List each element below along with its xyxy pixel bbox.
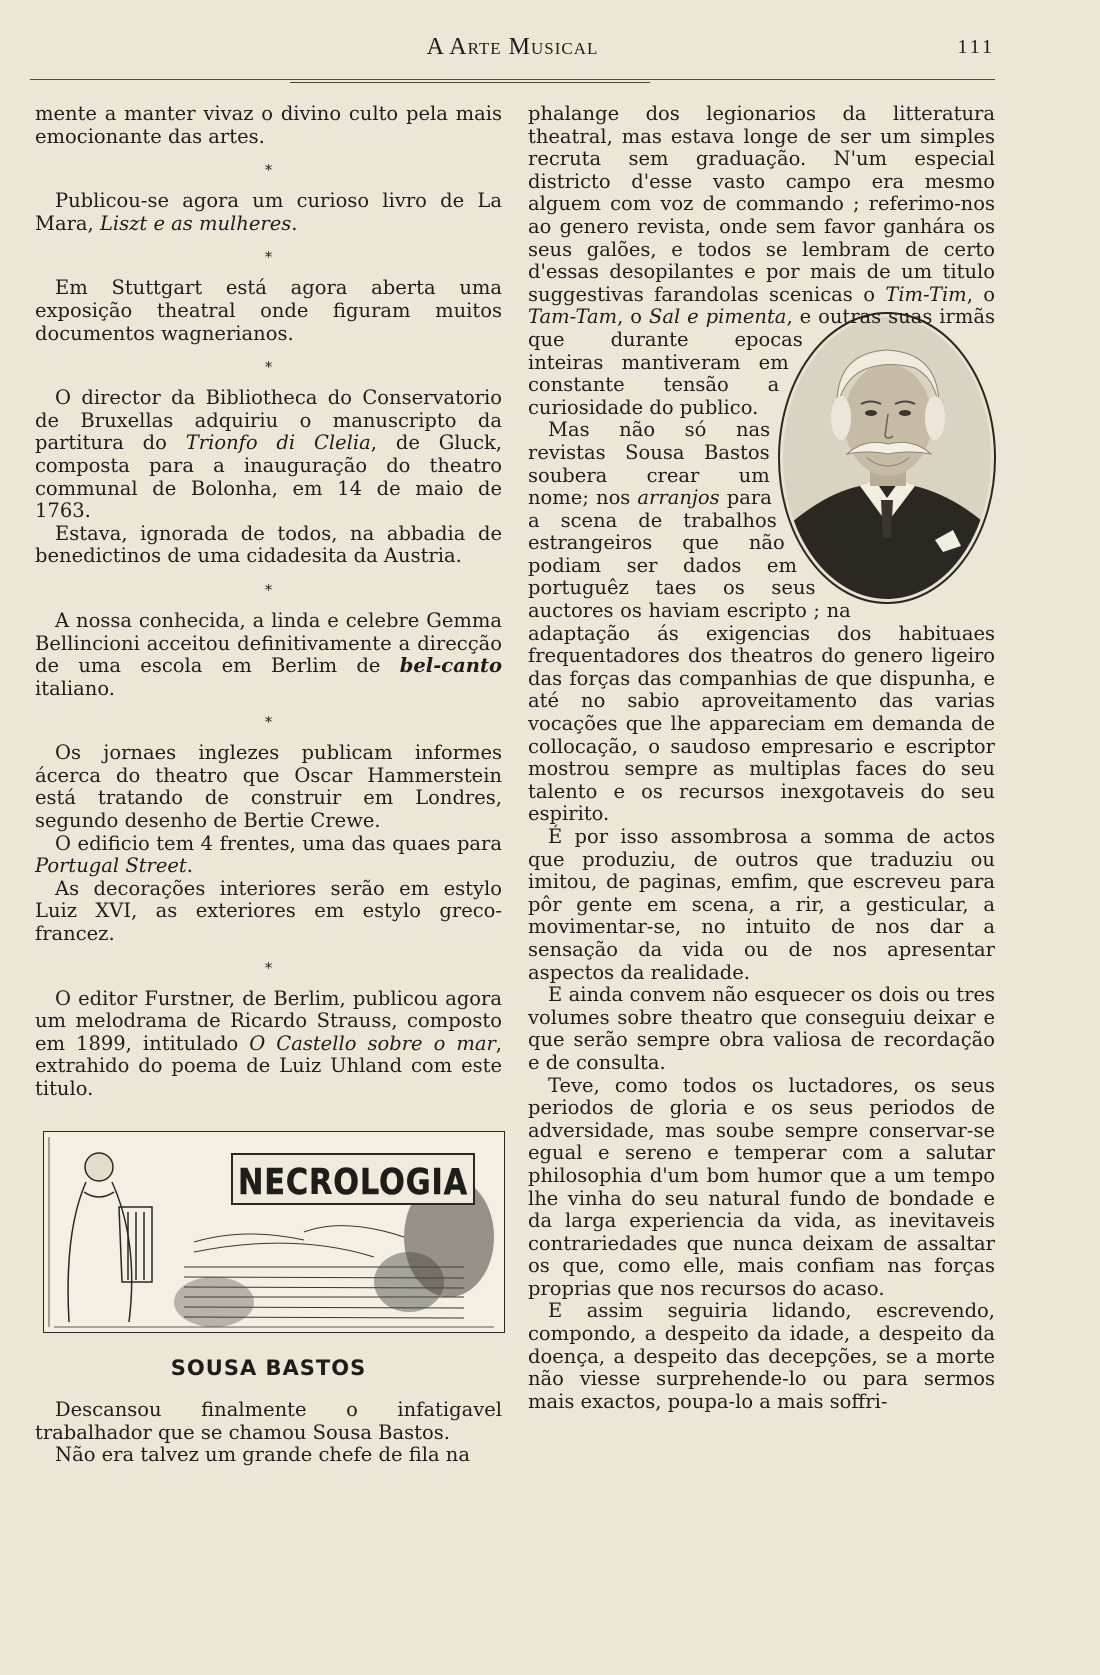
page-number: 111 — [957, 36, 995, 58]
section-separator: * — [264, 958, 273, 977]
opera-title: Trionfo di Clelia — [185, 431, 371, 455]
revue-title-tam-tam: Tam-Tam — [528, 305, 618, 329]
header-rule — [30, 79, 995, 80]
paragraph: O director da Bibliotheca do Conservatorio de Bruxellas adquiriu o manuscripto da partitura do Trionfo di Clelia, de Gluck, composta para a inauguração do theatro communal de Bolonha, em 14 de maio de 1763. — [35, 386, 503, 523]
paragraph: É por isso assombrosa a somma de actos que produziu, de outros que traduziu ou imitou, de paginas, emfim, que escreveu para pôr gente em scena, a rir, a gesticular, a movimentar-se, no intuito de nos dar a sensação da vida ou de nos apresentar aspectos da realidade. — [528, 825, 995, 984]
paragraph: Descansou finalmente o infatigavel trabalhador que se chamou Sousa Bastos. — [35, 1398, 502, 1444]
obituary-heading: SOUSA BASTOS — [170, 1355, 367, 1380]
section-separator: * — [264, 248, 273, 267]
term-arranjos: arranjos — [637, 486, 720, 510]
book-title: Liszt e as mulheres — [99, 211, 292, 235]
paragraph: E ainda convem não esquecer os dois ou tres volumes sobre theatro que conseguiu deixar e que serão sempre obra valiosa de recordação e de consulta. — [528, 983, 995, 1074]
paragraph: phalange dos legionarios da litteratura theatral, mas estava longe de ser um simples recruta sem graduação. N'um especial districto d'esse vasto campo era mesmo alguem com voz de commando ; referimo-nos ao genero revista, onde sem favor ganhára os seus galões, e todos se lembram de certo d'essas desopilantes e por mais de um titulo suggestivas farandolas scenicas o Tim-Tim, o Tam-Tam, o Sal e pimenta, e outras suas irmãs que durante epocas inteiras mantiveram em constante tensão a curiosidade do publico. — [528, 103, 995, 419]
paragraph: E assim seguiria lidando, escrevendo, compondo, a despeito da idade, a despeito da doença, a despeito das decepções, se a morte não viesse surprehende-lo ou para sermos mais exactos, poupa-lo a mais soffri- — [528, 1299, 995, 1413]
sousa-bastos-portrait — [775, 308, 1000, 608]
paragraph: Os jornaes inglezes publicam informes ácerca do theatro que Oscar Hammerstein está tratando de construir em Londres, segundo desenho de Bertie Crewe. — [35, 741, 502, 833]
right-column — [528, 103, 995, 1413]
left-column — [35, 103, 502, 1467]
paragraph: Em Stuttgart está agora aberta uma exposição theatral onde figuram muitos documentos wagnerianos. — [35, 276, 502, 345]
paragraph: O edificio tem 4 frentes, uma das quaes para Portugal Street. — [35, 831, 502, 878]
section-separator: * — [264, 713, 273, 732]
portrait-frame — [775, 308, 1000, 608]
work-title: O Castello sobre o mar — [249, 1031, 496, 1055]
revue-title-sal-e-pimenta: Sal e pimenta — [648, 305, 787, 329]
journal-title: A Arte Musical — [426, 34, 599, 60]
term-bel-canto: bel-canto — [399, 654, 502, 678]
section-separator: * — [264, 358, 273, 377]
header-rule-short — [290, 82, 650, 83]
revue-title-tim-tim: Tim-Tim — [885, 282, 967, 306]
paragraph: As decorações interiores serão em estylo Luiz XVI, as exteriores em estylo greco-francez. — [35, 876, 502, 946]
paragraph: Teve, como todos os luctadores, os seus periodos de gloria e os seus periodos de adversidade, mas soube sempre conservar-se egual e sereno e temperar com a salutar philosophia d'um bom humor que a um tempo lhe vinha do seu natural fundo de bondade e da larga experiencia da vida, as inevitaveis contrariedades que nunca deixam de assaltar os que, como elle, mais confiam nas forças proprias que nos recursos do acaso. — [528, 1073, 995, 1300]
street-name: Portugal Street — [35, 854, 187, 878]
section-separator: * — [264, 580, 273, 599]
paragraph: Estava, ignorada de todos, na abbadia de benedictinos de uma cidadesita da Austria. — [35, 521, 502, 568]
paragraph: mente a manter vivaz o divino culto pela mais emocionante das artes. — [35, 102, 502, 148]
running-head — [30, 34, 995, 68]
paragraph: Não era talvez um grande chefe de fila na — [55, 1443, 470, 1467]
necrologia-banner-illustration — [43, 1131, 505, 1333]
necrologia-banner-title: NECROLOGIA — [238, 1161, 468, 1203]
paragraph: A nossa conhecida, a linda e celebre Gemma Bellincioni acceitou definitivamente a direcção de uma escola em Berlim de bel-canto italiano. — [35, 608, 502, 700]
paragraph: O editor Furstner, de Berlim, publicou agora um melodrama de Ricardo Strauss, composto em 1899, intitulado O Castello sobre o mar, extrahido do poema de Luiz Uhland com este titulo. — [35, 986, 502, 1100]
paragraph: Mas não só nas revistas Sousa Bastos soubera crear um nome; nos arranjos para a scena de trabalhos estrangeiros que não podiam ser dados em portuguêz taes os seus auctores os haviam escripto ; na adaptação ás exigencias dos habituaes frequentadores dos theatros do genero ligeiro das forças das companhias de que dispunha, e até no sabio aproveitamento das varias vocações que lhe appareciam em demanda de collocação, o saudoso empresario e escriptor mostrou sempre as multiplas faces do seu talento e os recursos inexgotaveis do seu espirito. — [528, 418, 995, 826]
paragraph: Publicou-se agora um curioso livro de La Mara, Liszt e as mulheres. — [35, 189, 502, 235]
section-separator: * — [264, 161, 273, 180]
